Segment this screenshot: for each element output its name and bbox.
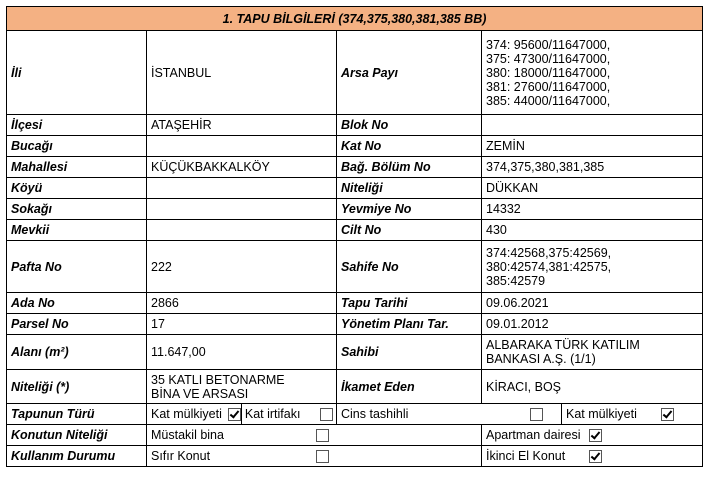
option-ikinci-el-konut[interactable] [482,446,703,467]
row-alani [7,335,703,370]
value-mahallesi: KÜÇÜKBAKKALKÖY [147,157,337,178]
option-mustakil-bina[interactable] [147,425,482,446]
value-ikamet-eden: KİRACI, BOŞ [482,370,703,404]
label-yevmiye-no: Yevmiye No [337,199,482,220]
label-cilt-no: Cilt No [337,220,482,241]
row-ilcesi [7,115,703,136]
value-arsa-payi: 374: 95600/11647000, 375: 47300/11647000, 380: 18000/11647000, 381: 27600/11647000, 385: 44000/11647000, [482,31,703,115]
value-alani: 11.647,00 [147,335,337,370]
row-koyu [7,178,703,199]
label-ilcesi: İlçesi [7,115,147,136]
label-parsel-no: Parsel No [7,314,147,335]
value-il: İSTANBUL [147,31,337,115]
value-sahibi: ALBARAKA TÜRK KATILIM BANKASI A.Ş. (1/1) [482,335,703,370]
option-label: Kat mülkiyeti [151,407,222,421]
value-bucagi [147,136,337,157]
value-ilcesi: ATAŞEHİR [147,115,337,136]
value-pafta-no: 222 [147,241,337,293]
label-sahife-no: Sahife No [337,241,482,293]
label-alani: Alanı (m²) [7,335,147,370]
value-tapu-tarihi: 09.06.2021 [482,293,703,314]
checkbox[interactable] [661,408,674,421]
row-tapunun-turu [7,404,703,425]
tapu-info-sheet [6,6,702,467]
value-sahife-no: 374:42568,375:42569, 380:42574,381:42575, 385:42579 [482,241,703,293]
value-parsel-no: 17 [147,314,337,335]
option-cins-tashihli[interactable] [337,404,562,425]
row-mahallesi [7,157,703,178]
option-apartman-dairesi[interactable] [482,425,703,446]
option-label: Müstakil bina [151,428,224,442]
label-mevkii: Mevkii [7,220,147,241]
checkbox[interactable] [589,429,602,442]
row-il [7,31,703,115]
label-sahibi: Sahibi [337,335,482,370]
row-bucagi [7,136,703,157]
value-niteligi: 35 KATLI BETONARME BİNA VE ARSASI [147,370,337,404]
checkbox[interactable] [228,408,241,421]
checkbox[interactable] [530,408,543,421]
tapu-info-table [6,6,703,467]
row-kullanim-durumu [7,446,703,467]
value-niteligi-bb: DÜKKAN [482,178,703,199]
checkbox[interactable] [589,450,602,463]
value-yonetim-plani-tar: 09.01.2012 [482,314,703,335]
value-yevmiye-no: 14332 [482,199,703,220]
row-parsel-no [7,314,703,335]
label-arsa-payi: Arsa Payı [337,31,482,115]
value-ada-no: 2866 [147,293,337,314]
option-label: Apartman dairesi [486,428,581,442]
option-label: Kat mülkiyeti [566,407,637,421]
value-sokagi [147,199,337,220]
option-label: Cins tashihli [341,407,409,421]
option-kat-mulkiyeti-2[interactable] [562,404,703,425]
label-il: İli [7,31,147,115]
checkbox[interactable] [316,450,329,463]
value-cilt-no: 430 [482,220,703,241]
row-konutun-niteligi [7,425,703,446]
label-ada-no: Ada No [7,293,147,314]
row-niteligi [7,370,703,404]
label-tapunun-turu: Tapunun Türü [7,404,147,425]
label-ikamet-eden: İkamet Eden [337,370,482,404]
checkbox[interactable] [316,429,329,442]
label-kullanim-durumu: Kullanım Durumu [7,446,147,467]
option-label: Sıfır Konut [151,449,211,463]
option-sifir-konut[interactable] [147,446,482,467]
label-konutun-niteligi: Konutun Niteliği [7,425,147,446]
option-label: İkinci El Konut [486,449,566,463]
row-pafta-no [7,241,703,293]
label-kat-no: Kat No [337,136,482,157]
section-title: 1. TAPU BİLGİLERİ (374,375,380,381,385 BB) [7,7,703,31]
value-kat-no: ZEMİN [482,136,703,157]
value-koyu [147,178,337,199]
label-niteligi: Niteliği (*) [7,370,147,404]
row-sokagi [7,199,703,220]
label-tapu-tarihi: Tapu Tarihi [337,293,482,314]
option-kat-mulkiyeti-1[interactable] [147,404,337,425]
row-ada-no [7,293,703,314]
row-mevkii [7,220,703,241]
option-label: Kat irtifakı [244,407,301,421]
value-blok-no [482,115,703,136]
label-bucagi: Bucağı [7,136,147,157]
label-koyu: Köyü [7,178,147,199]
label-sokagi: Sokağı [7,199,147,220]
value-bag-bolum-no: 374,375,380,381,385 [482,157,703,178]
label-mahallesi: Mahallesi [7,157,147,178]
label-niteligi-bb: Niteliği [337,178,482,199]
label-bag-bolum-no: Bağ. Bölüm No [337,157,482,178]
label-pafta-no: Pafta No [7,241,147,293]
label-blok-no: Blok No [337,115,482,136]
value-mevkii [147,220,337,241]
checkbox[interactable] [320,408,333,421]
label-yonetim-plani-tar: Yönetim Planı Tar. [337,314,482,335]
